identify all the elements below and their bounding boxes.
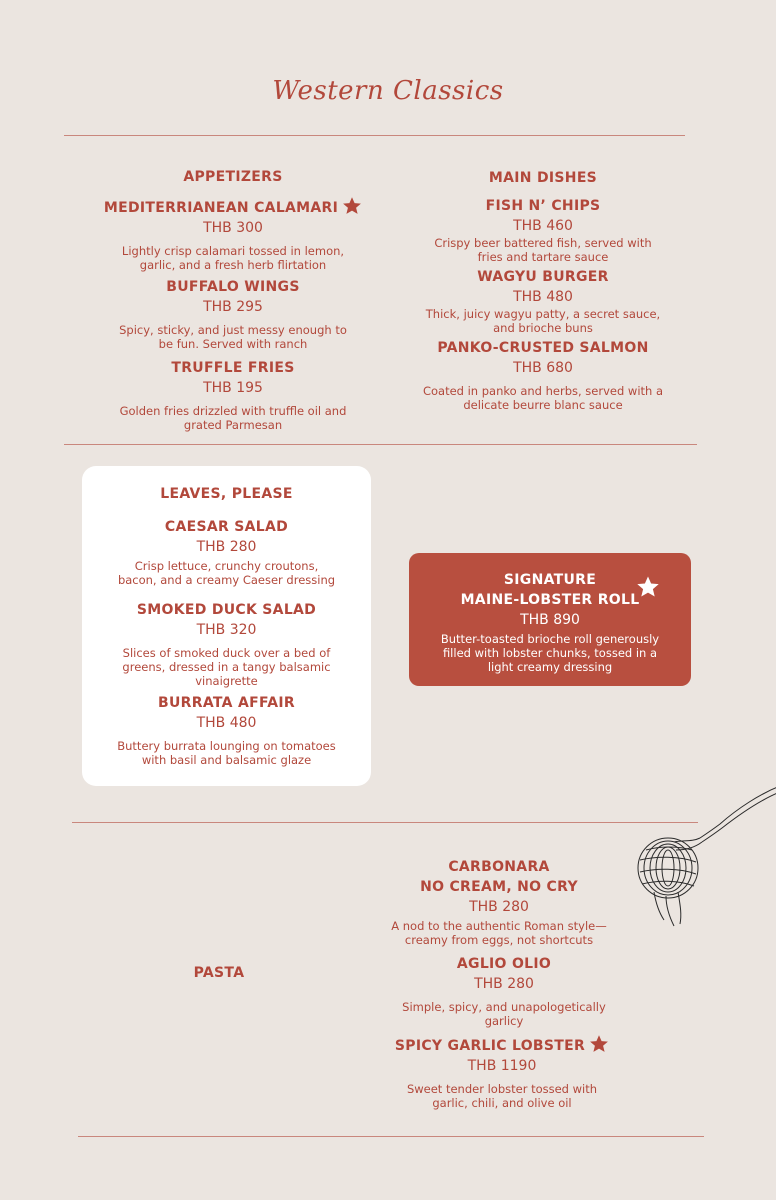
menu-item-aglio-olio [399, 954, 609, 1028]
pasta-heading: PASTA [193, 965, 245, 981]
item-description: A nod to the authentic Roman style—creamy from eggs, not shortcuts [391, 919, 607, 947]
item-price: THB 280 [469, 899, 529, 915]
item-name: BUFFALO WINGS [166, 279, 300, 295]
menu-item-wagyu-burger [413, 267, 673, 335]
item-description: Simple, spicy, and unapologetically garlicy [402, 1000, 606, 1028]
item-subname: NO CREAM, NO CRY [420, 879, 578, 895]
menu-item-lobster-roll [429, 570, 671, 674]
item-name: CARBONARA [448, 859, 550, 875]
mains-heading: MAIN DISHES [488, 170, 598, 186]
item-name: MEDITERRIANEAN CALAMARI [93, 196, 373, 218]
salads-card [82, 466, 371, 786]
item-description: Golden fries drizzled with truffle oil and grated Parmesan [119, 404, 347, 432]
item-description: Spicy, sticky, and just messy enough to be fun. Served with ranch [119, 323, 347, 351]
item-price: THB 195 [203, 380, 263, 396]
salads-heading: LEAVES, PLEASE [160, 486, 293, 502]
item-price: THB 1190 [467, 1058, 537, 1074]
appetizers-heading: APPETIZERS [183, 169, 283, 185]
menu-item-salmon [413, 338, 673, 412]
menu-item-burrata [102, 693, 351, 767]
item-price: THB 295 [203, 299, 263, 315]
item-price: THB 280 [196, 539, 257, 555]
divider-bottom [78, 1136, 704, 1137]
item-description: Lightly crisp calamari tossed in lemon, garlic, and a fresh herb flirtation [121, 244, 345, 272]
item-description: Sweet tender lobster tossed with garlic, chili, and olive oil [406, 1082, 598, 1110]
divider-middle [64, 444, 697, 445]
menu-item-fish-chips [413, 196, 673, 264]
item-name: SPICY GARLIC LOBSTER [384, 1034, 620, 1056]
item-name: CAESAR SALAD [164, 519, 289, 535]
star-icon [342, 196, 362, 216]
menu-item-spicy-garlic-lobster [384, 1034, 620, 1110]
item-name: AGLIO OLIO [456, 956, 552, 972]
item-name: FISH N’ CHIPS [485, 198, 601, 214]
item-price: THB 280 [474, 976, 534, 992]
star-icon [636, 575, 660, 599]
item-price: THB 480 [196, 715, 257, 731]
menu-item-truffle-fries [103, 358, 363, 432]
menu-item-caesar-salad [102, 517, 351, 587]
item-price: THB 320 [196, 622, 257, 638]
signature-box [409, 553, 691, 686]
item-description: Crisp lettuce, crunchy croutons, bacon, and a creamy Caeser dressing [117, 559, 336, 587]
menu-item-buffalo-wings [103, 277, 363, 351]
signature-label: SIGNATURE [503, 572, 597, 588]
item-price: THB 890 [520, 612, 580, 628]
item-price: THB 300 [203, 220, 263, 236]
item-price: THB 480 [513, 289, 573, 305]
item-price: THB 460 [513, 218, 573, 234]
item-description: Thick, juicy wagyu patty, a secret sauce, and brioche buns [425, 307, 661, 335]
divider-top [64, 135, 685, 136]
page-title: Western Classics [272, 76, 504, 106]
item-description: Coated in panko and herbs, served with a delicate beurre blanc sauce [422, 384, 664, 412]
menu-item-smoked-duck-salad [102, 600, 351, 688]
item-name: BURRATA AFFAIR [158, 695, 295, 711]
item-description: Slices of smoked duck over a bed of greens, dressed in a tangy balsamic vinaigrette [122, 646, 331, 688]
item-name: SMOKED DUCK SALAD [136, 602, 317, 618]
item-name: WAGYU BURGER [477, 269, 609, 285]
menu-item-carbonara [384, 857, 614, 947]
menu-item-calamari [93, 196, 373, 272]
item-name: MAINE-LOBSTER ROLL [460, 592, 640, 608]
item-description: Crispy beer battered fish, served with fries and tartare sauce [434, 236, 652, 264]
item-name: TRUFFLE FRIES [171, 360, 295, 376]
item-name: PANKO-CRUSTED SALMON [437, 340, 649, 356]
item-description: Buttery burrata lounging on tomatoes with basil and balsamic glaze [117, 739, 336, 767]
divider-lower [72, 822, 698, 823]
fork-pasta-icon [620, 780, 776, 940]
item-price: THB 680 [513, 360, 573, 376]
item-description: Butter-toasted brioche roll generously filled with lobster chunks, tossed in a light creamy dressing [440, 632, 660, 674]
star-icon [589, 1034, 609, 1054]
